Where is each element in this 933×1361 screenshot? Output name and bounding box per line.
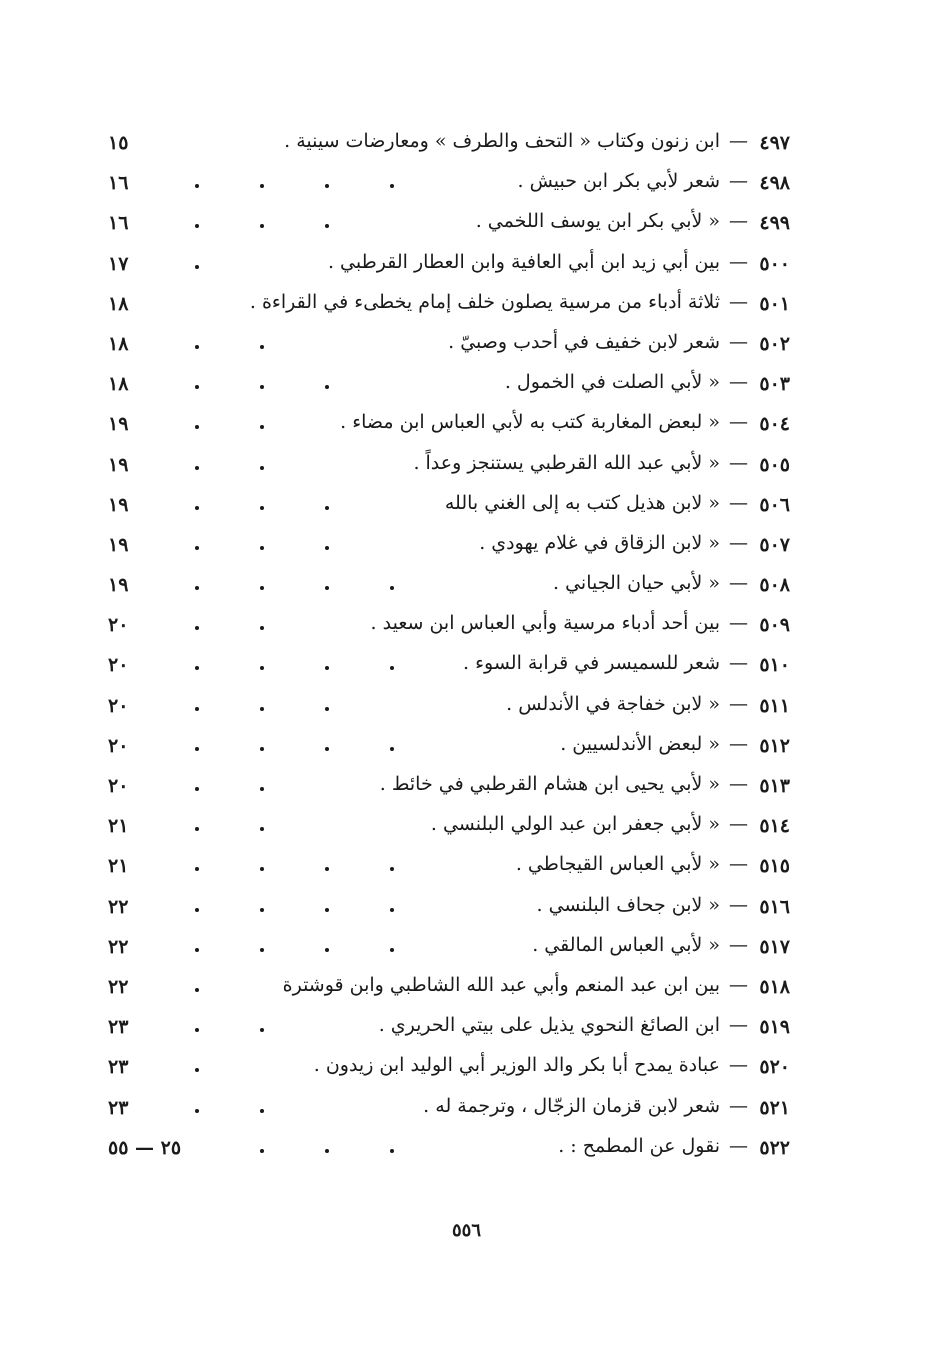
entry-title: نقول عن المطمح : . (558, 1134, 720, 1157)
leader-dot (325, 747, 329, 751)
leader-dot (195, 827, 199, 831)
leader-dot (195, 466, 199, 470)
leader-dot (195, 948, 199, 952)
entry-title: بين أحد أدباء مرسية وأبي العباس ابن سعيد . (370, 612, 720, 635)
leader-dot (325, 948, 329, 952)
entry-title: بين ابن عبد المنعم وأبي عبد الله الشاطبي وابن قوشترة (282, 973, 720, 996)
leader-dot (260, 867, 264, 871)
toc-entry (100, 1129, 790, 1169)
leader-dot (325, 867, 329, 871)
entry-number: ٥١٠ (759, 654, 790, 677)
leader-dot (195, 787, 199, 791)
leader-dot (260, 224, 264, 228)
entry-dash: — (729, 1054, 748, 1077)
entry-page-number: ٢١ (108, 815, 129, 838)
entry-title: « لأبي العباس القيجاطي . (515, 853, 720, 876)
leader-dot (325, 586, 329, 590)
leader-dot (260, 707, 264, 711)
toc-entry (100, 124, 790, 164)
leader-dot (195, 666, 199, 670)
entry-page-number: ١٨ (108, 292, 129, 315)
entry-title: عبادة يمدح أبا بكر والد الوزير أبي الوليد ابن زيدون . (313, 1054, 720, 1077)
leader-dot (195, 224, 199, 228)
entry-title: « لأبي العباس المالقي . (532, 933, 720, 956)
entry-dash: — (729, 130, 748, 152)
entry-page-number: ٢٢ (108, 895, 129, 918)
leader-dot (390, 184, 394, 188)
entry-dash: — (729, 773, 748, 795)
leader-dot (195, 1109, 199, 1113)
entry-number: ٥١٩ (759, 1016, 790, 1039)
toc-entry (100, 687, 790, 727)
entry-number: ٥٢٢ (759, 1136, 790, 1159)
leader-dot (260, 425, 264, 429)
leader-dot (325, 908, 329, 912)
leader-dot (195, 908, 199, 912)
entry-dash: — (729, 933, 748, 956)
entry-dash: — (729, 1134, 748, 1157)
leader-dot (325, 385, 329, 389)
leader-dot (390, 1149, 394, 1153)
leader-dot (260, 908, 264, 912)
leader-dot (260, 345, 264, 349)
leader-dot (325, 707, 329, 711)
entry-title: شعر لابن قزمان الزجّال ، وترجمة له . (423, 1094, 720, 1117)
entry-dash: — (729, 330, 748, 353)
entry-title: « لابن الزقاق في غلام يهودي . (479, 531, 720, 554)
leader-dot (390, 948, 394, 952)
toc-entry (100, 646, 790, 686)
entry-title: « لابن خفاجة في الأندلس . (506, 692, 720, 715)
leader-dot (195, 707, 199, 711)
entry-number: ٥٠٨ (759, 574, 790, 597)
entry-dash: — (729, 572, 748, 595)
entry-number: ٤٩٧ (759, 132, 790, 154)
leader-dot (195, 586, 199, 590)
entry-number: ٥٠١ (759, 292, 790, 315)
entry-page-number: ٢٣ (108, 1096, 129, 1119)
leader-dot (195, 385, 199, 389)
entry-dash: — (729, 853, 748, 876)
leader-dot (195, 265, 199, 269)
entry-number: ٥٠٧ (759, 533, 790, 556)
toc-entry (100, 727, 790, 767)
toc-entry (100, 325, 790, 365)
entry-title: ثلاثة أدباء من مرسية يصلون خلف إمام يخطىء في القراءة . (249, 290, 720, 313)
entry-dash: — (729, 210, 748, 233)
entry-page-number: ٢٠ (108, 614, 129, 637)
entry-dash: — (729, 371, 748, 394)
leader-dot (260, 506, 264, 510)
leader-dot (260, 666, 264, 670)
table-of-contents (100, 124, 790, 1169)
leader-dot (390, 747, 394, 751)
leader-dot (260, 466, 264, 470)
entry-dash: — (729, 451, 748, 474)
entry-title: « لبعض الأندلسيين . (560, 732, 720, 755)
toc-entry (100, 1008, 790, 1048)
leader-dot (195, 1068, 199, 1072)
entry-page-number: ١٩ (108, 574, 129, 597)
toc-entry (100, 606, 790, 646)
leader-dot (390, 908, 394, 912)
toc-entry (100, 566, 790, 606)
entry-number: ٥٠٦ (759, 493, 790, 516)
leader-dot (325, 224, 329, 228)
toc-entry (100, 1089, 790, 1129)
entry-page-number: ١٩ (108, 413, 129, 436)
toc-entry (100, 526, 790, 566)
entry-page-number: ٢٠ (108, 775, 129, 797)
leader-dot (195, 867, 199, 871)
toc-entry (100, 807, 790, 847)
entry-page-number: ١٨ (108, 332, 129, 355)
toc-entry (100, 968, 790, 1008)
entry-dash: — (729, 973, 748, 996)
entry-number: ٥٢٠ (759, 1056, 790, 1079)
leader-dot (260, 385, 264, 389)
leader-dot (325, 506, 329, 510)
entry-page-number: ٢٣ (108, 1056, 129, 1079)
entry-number: ٤٩٨ (759, 172, 790, 195)
entry-title: « لأبي بكر ابن يوسف اللخمي . (475, 210, 720, 233)
leader-dot (195, 747, 199, 751)
entry-title: شعر للسميسر في قرابة السوء . (463, 652, 720, 675)
entry-page-number: ٢١ (108, 855, 129, 878)
entry-number: ٥٠٤ (759, 413, 790, 436)
entry-dash: — (729, 652, 748, 675)
toc-entry (100, 405, 790, 445)
entry-page-number: ١٦ (108, 212, 129, 235)
leader-dot (260, 1109, 264, 1113)
entry-number: ٥٠٠ (759, 252, 790, 275)
entry-number: ٥١١ (759, 694, 790, 717)
leader-dot (260, 546, 264, 550)
entry-page-number: ١٧ (108, 252, 129, 275)
leader-dot (260, 787, 264, 791)
leader-dot (195, 1028, 199, 1032)
entry-title: « لأبي يحيى ابن هشام القرطبي في خائط . (379, 773, 720, 795)
page-number: ٥٥٦ (451, 1220, 481, 1241)
entry-title: « لأبي الصلت في الخمول . (504, 371, 720, 394)
leader-dot (260, 1149, 264, 1153)
leader-dot (195, 506, 199, 510)
entry-number: ٥١٤ (759, 815, 790, 838)
entry-page-number: ١٩ (108, 533, 129, 556)
leader-dot (195, 345, 199, 349)
entry-page-number: ١٩ (108, 453, 129, 476)
entry-title: « لبعض المغاربة كتب به لأبي العباس ابن مضاء . (340, 411, 720, 434)
entry-page-number: ٢٢ (108, 975, 129, 998)
toc-entry (100, 285, 790, 325)
leader-dot (195, 546, 199, 550)
toc-entry (100, 1048, 790, 1088)
entry-dash: — (729, 732, 748, 755)
entry-dash: — (729, 531, 748, 554)
entry-dash: — (729, 290, 748, 313)
entry-dash: — (729, 893, 748, 916)
entry-page-number: ٢٣ (108, 1016, 129, 1039)
entry-title: شعر لابن خفيف في أحدب وصبيّ . (448, 330, 720, 353)
toc-entry (100, 164, 790, 204)
toc-entry (100, 446, 790, 486)
entry-number: ٥١٨ (759, 975, 790, 998)
toc-entry (100, 486, 790, 526)
leader-dot (390, 666, 394, 670)
toc-entry (100, 847, 790, 887)
entry-title: ابن زنون وكتاب « التحف والطرف » ومعارضات سينية . (284, 130, 720, 152)
entry-dash: — (729, 491, 748, 514)
entry-dash: — (729, 1094, 748, 1117)
entry-title: « لابن هذيل كتب به إلى الغني بالله (444, 491, 720, 514)
toc-entry (100, 888, 790, 928)
toc-entry (100, 767, 790, 807)
entry-page-number: ٢٠ (108, 734, 129, 757)
leader-dot (325, 184, 329, 188)
entry-page-number: ١٩ (108, 493, 129, 516)
entry-title: ابن الصائغ النحوي يذيل على بيتي الحريري . (378, 1014, 720, 1037)
entry-number: ٥٠٩ (759, 614, 790, 637)
entry-dash: — (729, 612, 748, 635)
leader-dot (195, 425, 199, 429)
leader-dot (260, 586, 264, 590)
entry-dash: — (729, 1014, 748, 1037)
leader-dot (325, 666, 329, 670)
leader-dot (260, 1028, 264, 1032)
entry-dash: — (729, 411, 748, 434)
entry-dash: — (729, 170, 748, 193)
entry-page-number: ١٥ (108, 132, 129, 154)
entry-page-number: ١٦ (108, 172, 129, 195)
entry-number: ٥١٧ (759, 935, 790, 958)
leader-dot (195, 626, 199, 630)
leader-dot (260, 948, 264, 952)
entry-page-number: ٢٢ (108, 935, 129, 958)
leader-dot (260, 184, 264, 188)
entry-number: ٥٠٣ (759, 373, 790, 396)
entry-title: « لابن جحاف البلنسي . (536, 893, 720, 916)
leader-dot (260, 827, 264, 831)
leader-dot (390, 586, 394, 590)
leader-dot (390, 867, 394, 871)
toc-entry (100, 204, 790, 244)
entry-title: بين أبي زيد ابن أبي العافية وابن العطار القرطبي . (327, 250, 720, 273)
entry-title: « لأبي حيان الجياني . (553, 572, 720, 595)
entry-number: ٥١٢ (759, 734, 790, 757)
entry-dash: — (729, 692, 748, 715)
entry-number: ٥٠٢ (759, 332, 790, 355)
entry-page-number: ٢٠ (108, 654, 129, 677)
toc-entry (100, 245, 790, 285)
leader-dot (325, 1149, 329, 1153)
leader-dot (260, 626, 264, 630)
entry-title: « لأبي جعفر ابن عبد الولي البلنسي . (430, 813, 720, 836)
leader-dot (195, 184, 199, 188)
entry-number: ٥٠٥ (759, 453, 790, 476)
entry-dash: — (729, 813, 748, 836)
toc-entry (100, 365, 790, 405)
entry-number: ٥١٦ (759, 895, 790, 918)
entry-dash: — (729, 250, 748, 273)
entry-title: شعر لأبي بكر ابن حبيش . (517, 170, 720, 193)
toc-entry (100, 928, 790, 968)
leader-dot (260, 747, 264, 751)
entry-number: ٥٢١ (759, 1096, 790, 1119)
entry-number: ٤٩٩ (759, 212, 790, 235)
entry-number: ٥١٥ (759, 855, 790, 878)
entry-title: « لأبي عبد الله القرطبي يستنجز وعداً . (413, 451, 720, 474)
leader-dot (195, 988, 199, 992)
entry-page-number: ٢٥ — ٥٥ (108, 1136, 182, 1159)
entry-number: ٥١٣ (759, 775, 790, 797)
entry-page-number: ٢٠ (108, 694, 129, 717)
leader-dot (325, 546, 329, 550)
entry-page-number: ١٨ (108, 373, 129, 396)
